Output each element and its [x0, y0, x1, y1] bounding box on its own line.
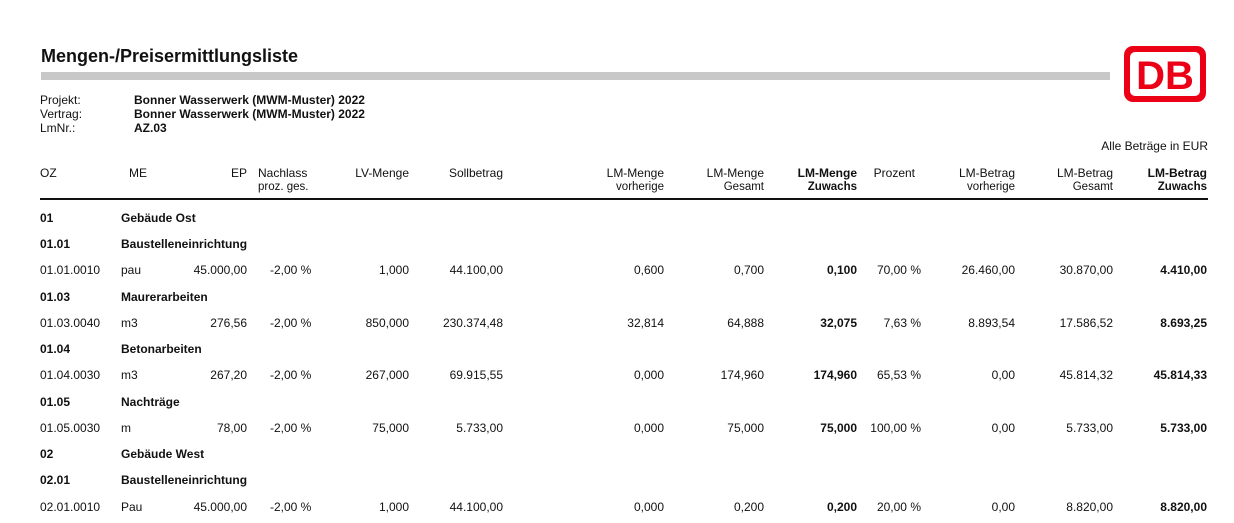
cell-nachlass: -2,00 %: [270, 368, 312, 382]
cell-me: pau: [121, 263, 142, 277]
group-title: Gebäude West: [121, 447, 205, 461]
column-header-line1: Prozent: [873, 166, 915, 180]
title-divider: [41, 72, 1110, 80]
cell-b-vor: 0,00: [991, 368, 1015, 382]
cell-b-ges: 45.814,32: [1059, 368, 1113, 382]
column-header-soll: [449, 166, 503, 180]
meta-label: Vertrag:: [40, 107, 83, 121]
cell-oz: 01.03.0040: [40, 316, 101, 330]
cell-ep: 45.000,00: [193, 263, 247, 277]
header-divider: [40, 198, 1208, 200]
column-header-line1: Sollbetrag: [448, 166, 503, 180]
cell-me: Pau: [121, 500, 143, 514]
cell-lm-vor: 0,000: [633, 500, 664, 514]
cell-b-vor: 0,00: [991, 500, 1015, 514]
column-header-lm-ges: [707, 166, 764, 194]
cell-lm-zu: 174,960: [813, 368, 857, 382]
column-header-lm-vor: [607, 166, 664, 194]
cell-prozent: 7,63 %: [883, 316, 921, 330]
cell-oz: 01.01.0010: [40, 263, 101, 277]
cell-oz: 01.04.0030: [40, 368, 101, 382]
cell-b-zu: 45.814,33: [1153, 368, 1207, 382]
cell-lv: 75,000: [372, 421, 409, 435]
column-header-me: [129, 166, 147, 180]
cell-nachlass: -2,00 %: [270, 263, 312, 277]
cell-b-zu: 5.733,00: [1160, 421, 1207, 435]
group-title: Gebäude Ost: [121, 211, 196, 225]
cell-b-ges: 8.820,00: [1066, 500, 1113, 514]
column-header-line1: EP: [230, 166, 247, 180]
cell-prozent: 100,00 %: [870, 421, 921, 435]
cell-lm-ges: 174,960: [720, 368, 764, 382]
cell-lm-zu: 0,200: [826, 500, 857, 514]
cell-prozent: 65,53 %: [876, 368, 921, 382]
cell-ep: 45.000,00: [193, 500, 247, 514]
column-header-line1: LM-Betrag: [958, 166, 1015, 180]
cell-lm-ges: 0,700: [733, 263, 764, 277]
cell-oz: 01.05.0030: [40, 421, 101, 435]
cell-lm-ges: 0,200: [733, 500, 764, 514]
cell-b-zu: 8.820,00: [1160, 500, 1207, 514]
cell-soll: 69.915,55: [449, 368, 503, 382]
group-title: Nachträge: [121, 395, 180, 409]
meta-value: AZ.03: [134, 121, 167, 135]
group-oz: 01.03: [40, 290, 71, 304]
cell-me: m3: [121, 316, 138, 330]
cell-oz: 02.01.0010: [40, 500, 101, 514]
cell-lm-zu: 32,075: [820, 316, 857, 330]
cell-b-ges: 17.586,52: [1059, 316, 1113, 330]
cell-lv: 267,000: [365, 368, 409, 382]
cell-lm-vor: 32,814: [627, 316, 664, 330]
column-header-line1: LM-Betrag: [1147, 166, 1207, 180]
group-title: Maurerarbeiten: [121, 290, 208, 304]
column-header-lm-zu: [798, 166, 857, 194]
column-header-line1: LM-Menge: [706, 166, 764, 180]
page-title: Mengen-/Preisermittlungsliste: [41, 46, 299, 66]
column-header-oz: [40, 166, 57, 180]
meta-value: Bonner Wasserwerk (MWM-Muster) 2022: [134, 107, 365, 121]
cell-soll: 44.100,00: [449, 500, 503, 514]
cell-lv: 1,000: [378, 263, 409, 277]
cell-me: m: [121, 421, 131, 435]
group-title: Baustelleneinrichtung: [121, 473, 248, 487]
cell-b-vor: 26.460,00: [961, 263, 1015, 277]
meta-label: LmNr.:: [40, 121, 76, 135]
cell-me: m3: [121, 368, 138, 382]
meta-value: Bonner Wasserwerk (MWM-Muster) 2022: [134, 93, 365, 107]
group-oz: 01: [40, 211, 54, 225]
cell-lm-zu: 75,000: [820, 421, 857, 435]
column-header-ep: [231, 166, 247, 180]
cell-ep: 267,20: [210, 368, 247, 382]
cell-prozent: 20,00 %: [876, 500, 921, 514]
group-oz: 02.01: [40, 473, 71, 487]
cell-lm-ges: 75,000: [727, 421, 764, 435]
cell-lm-vor: 0,000: [633, 421, 664, 435]
cell-ep: 78,00: [216, 421, 247, 435]
column-header-line2: vorherige: [967, 181, 1015, 193]
cell-lm-vor: 0,600: [633, 263, 664, 277]
column-header-prozent: [874, 166, 915, 180]
column-header-line1: LM-Menge: [797, 166, 857, 180]
cell-lm-ges: 64,888: [727, 316, 764, 330]
cell-b-ges: 30.870,00: [1059, 263, 1113, 277]
column-header-line2: Gesamt: [1072, 181, 1113, 193]
column-header-line2: Zuwachs: [807, 181, 857, 193]
column-header-line2: Zuwachs: [1157, 181, 1207, 193]
group-oz: 02: [40, 447, 54, 461]
meta-label: Projekt:: [40, 93, 81, 107]
column-header-lv: [355, 166, 409, 180]
cell-lv: 850,000: [365, 316, 409, 330]
cell-lm-zu: 0,100: [826, 263, 857, 277]
column-header-line1: LV-Menge: [355, 166, 409, 180]
cell-soll: 230.374,48: [442, 316, 503, 330]
cell-prozent: 70,00 %: [876, 263, 921, 277]
currency-note: Alle Beträge in EUR: [1101, 139, 1208, 153]
cell-lv: 1,000: [378, 500, 409, 514]
column-header-line1: LM-Menge: [606, 166, 664, 180]
column-header-line1: ME: [129, 166, 147, 180]
column-header-line1: LM-Betrag: [1056, 166, 1113, 180]
column-header-b-zu: [1148, 166, 1207, 194]
column-header-b-vor: [959, 166, 1015, 194]
group-oz: 01.04: [40, 342, 71, 356]
cell-nachlass: -2,00 %: [270, 316, 312, 330]
group-title: Betonarbeiten: [121, 342, 202, 356]
cell-b-vor: 8.893,54: [968, 316, 1015, 330]
column-header-line2: Gesamt: [723, 181, 764, 193]
cell-b-zu: 4.410,00: [1160, 263, 1207, 277]
cell-b-ges: 5.733,00: [1066, 421, 1113, 435]
cell-ep: 276,56: [210, 316, 247, 330]
group-oz: 01.01: [40, 237, 71, 251]
group-oz: 01.05: [40, 395, 71, 409]
column-header-line2: proz. ges.: [258, 181, 309, 193]
cell-b-vor: 0,00: [991, 421, 1015, 435]
column-header-b-ges: [1057, 166, 1113, 194]
column-header-line1: Nachlass: [258, 166, 308, 180]
cell-nachlass: -2,00 %: [270, 500, 312, 514]
column-header-line1: OZ: [40, 166, 57, 180]
cell-soll: 5.733,00: [456, 421, 503, 435]
cell-b-zu: 8.693,25: [1160, 316, 1207, 330]
cell-lm-vor: 0,000: [633, 368, 664, 382]
logo-text: DB: [1136, 54, 1194, 98]
column-header-line2: vorherige: [616, 181, 664, 193]
column-header-nachlass: [258, 166, 309, 194]
group-title: Baustelleneinrichtung: [121, 237, 248, 251]
db-logo-icon: [1122, 44, 1208, 104]
cell-nachlass: -2,00 %: [270, 421, 312, 435]
cell-soll: 44.100,00: [449, 263, 503, 277]
